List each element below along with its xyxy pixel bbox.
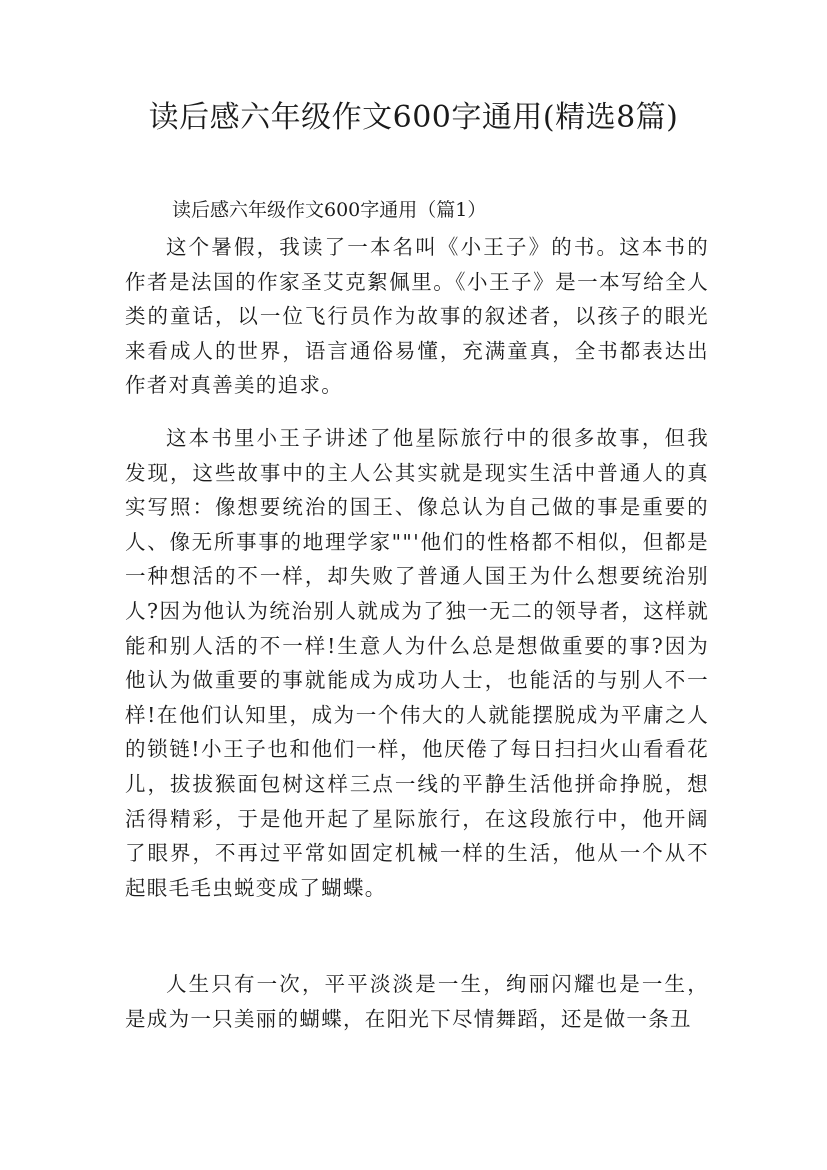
paragraph: 这个暑假，我读了一本名叫《小王子》的书。这本书的作者是法国的作家圣艾克絮佩里。《小王子》是一本写给全人类的童话，以一位飞行员作为故事的叙述者，以孩子的眼光来看成人的世界，语言通俗易懂，充满童真，全书都表达出作者对真善美的追求。 bbox=[125, 235, 709, 398]
paragraph: 这本书里小王子讲述了他星际旅行中的很多故事，但我发现，这些故事中的主人公其实就是现实生活中普通人的真实写照：像想要统治的国王、像总认为自己做的事是重要的人、像无所事事的地理学家""'他们的性格都不相似，但都是一种想活的不一样，却失败了普通人国王为什么想要统治别人?因为他认为统治别人就成为了独一无二的领导者，这样就能和别人活的不一样!生意人为什么总是想做重要的事?因为他认为做重要的事就能成为成功人士，也能活的与别人不一样!在他们认知里，成为一个伟大的人就能摆脱成为平庸之人的锁链!小王子也和他们一样，他厌倦了每日扫扫火山看看花儿，拔拔猴面包树这样三点一线的平静生活他拼命挣脱，想活得精彩，于是他开起了星际旅行，在这段旅行中，他开阔了眼界，不再过平常如固定机械一样的生活，他从一个从不起眼毛毛虫蜕变成了蝴蝶。 bbox=[125, 426, 709, 900]
paragraph: 人生只有一次，平平淡淡是一生，绚丽闪耀也是一生，是成为一只美丽的蝴蝶，在阳光下尽情舞蹈，还是做一条丑 bbox=[125, 972, 709, 1031]
document-title: 读后感六年级作文600字通用(精选8篇) bbox=[148, 100, 679, 135]
section-heading: 读后感六年级作文600字通用（篇1） bbox=[172, 199, 487, 221]
